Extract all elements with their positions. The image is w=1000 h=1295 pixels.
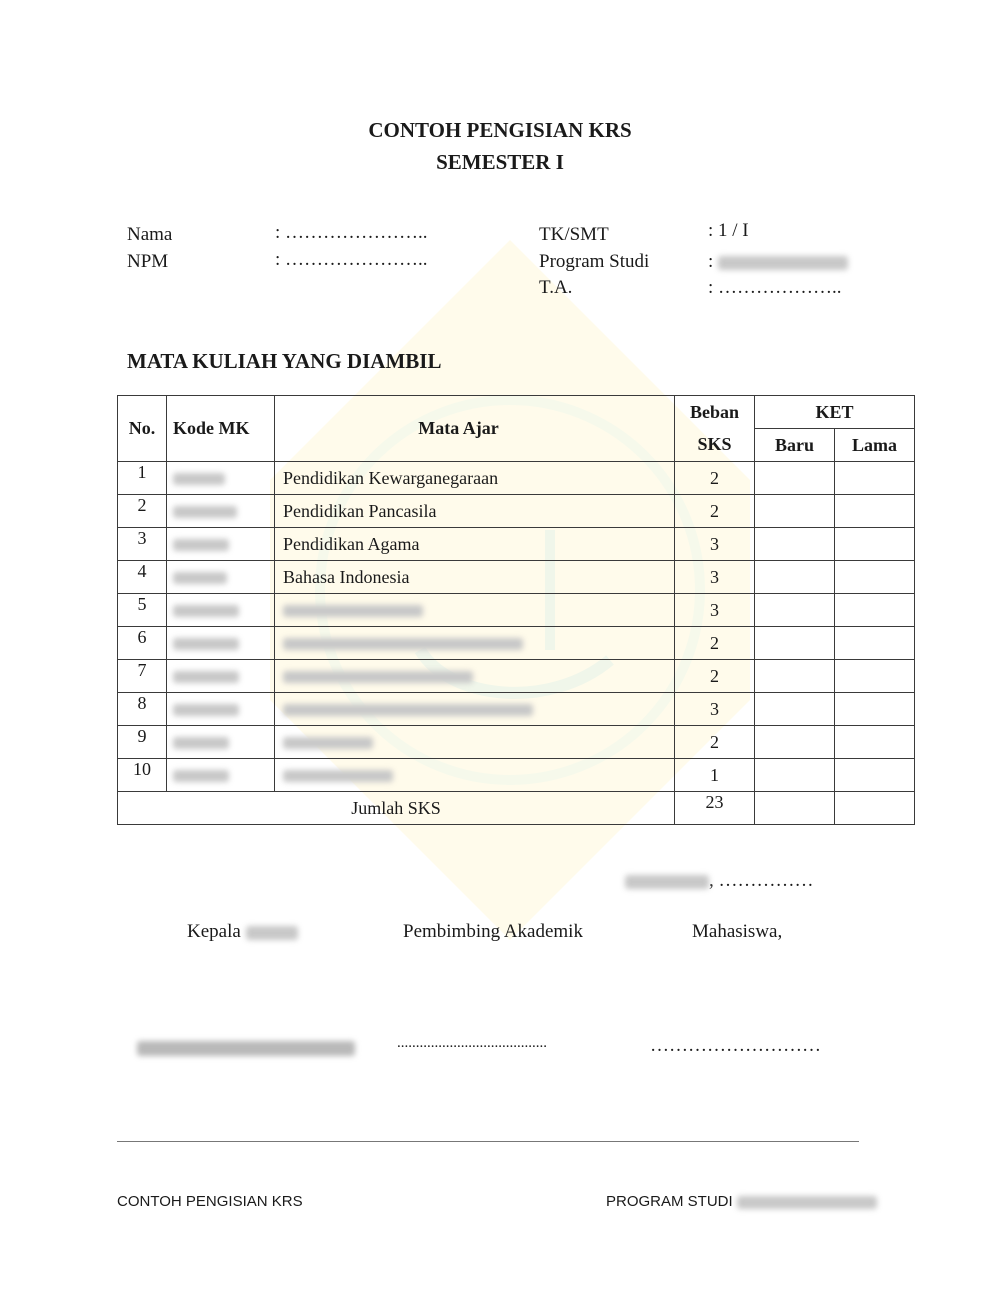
row-lama [835,495,915,528]
tksmt-label: TK/SMT [539,224,609,245]
npm-value: : ………………….. [275,249,428,270]
kepala-signature-name [137,1039,355,1057]
redacted-mata-ajar [283,770,393,782]
row-no: 9 [118,726,167,759]
row-lama [835,726,915,759]
table-row [118,693,915,726]
row-baru [755,462,835,495]
header-baru: Baru [755,429,835,462]
redacted-kode [173,704,239,716]
header-lama: Lama [835,429,915,462]
row-no: 8 [118,693,167,726]
row-no: 10 [118,759,167,792]
row-baru [755,726,835,759]
row-sks: 2 [675,627,755,660]
redacted-kode [173,572,227,584]
redacted-mata-ajar [283,704,533,716]
mahasiswa-label: Mahasiswa, [692,921,783,942]
krs-table [117,395,915,825]
row-sks: 2 [675,462,755,495]
tksmt-value: : 1 / I [708,220,749,241]
row-no: 5 [118,594,167,627]
row-no: 1 [118,462,167,495]
redacted-mata-ajar [283,671,473,683]
row-mata-ajar: Pendidikan Agama [275,528,675,561]
redacted-mata-ajar [283,737,373,749]
redacted-kode [173,605,239,617]
footer-rule [117,1141,859,1142]
redacted-kode [173,737,229,749]
row-no: 3 [118,528,167,561]
row-baru [755,495,835,528]
header-no: No. [118,396,167,462]
redacted-kode [173,671,239,683]
header-beban: Beban [675,396,755,429]
row-kode [167,627,275,660]
row-baru [755,627,835,660]
total-label: Jumlah SKS [118,792,675,825]
total-value: 23 [675,792,755,825]
row-mata-ajar [275,726,675,759]
npm-label: NPM [127,251,169,272]
row-sks: 2 [675,726,755,759]
doc-title: CONTOH PENGISIAN KRS [368,118,632,142]
row-lama [835,660,915,693]
prodi-label: Program Studi [539,251,650,272]
redacted-place [625,875,709,889]
row-kode [167,726,275,759]
row-baru [755,759,835,792]
row-baru [755,693,835,726]
row-mata-ajar: Pendidikan Pancasila [275,495,675,528]
row-kode [167,693,275,726]
header-ket: KET [755,396,915,429]
total-baru [755,792,835,825]
header-sks: SKS [675,429,755,462]
row-lama [835,528,915,561]
row-no: 4 [118,561,167,594]
table-row [118,561,915,594]
redacted-footer-prodi [737,1196,877,1209]
place-date [625,870,814,892]
redacted-mata-ajar [283,605,423,617]
redacted-kode [173,473,225,485]
row-sks: 3 [675,693,755,726]
table-row [118,462,915,495]
pembimbing-label: Pembimbing Akademik [403,921,583,942]
section-title: MATA KULIAH YANG DIAMBIL [127,349,442,373]
row-sks: 2 [675,660,755,693]
row-sks: 3 [675,594,755,627]
footer-left: CONTOH PENGISIAN KRS [117,1193,303,1210]
ta-label: T.A. [539,277,573,298]
row-mata-ajar: Bahasa Indonesia [275,561,675,594]
row-kode [167,561,275,594]
row-lama [835,693,915,726]
row-kode [167,594,275,627]
pembimbing-signature-line: ........................................ [397,1035,547,1051]
redacted-kode [173,638,239,650]
row-no: 2 [118,495,167,528]
prodi-colon: : [708,251,714,272]
ta-value: : ……………….. [708,277,842,298]
row-sks: 3 [675,528,755,561]
footer-right-text: PROGRAM STUDI [606,1193,733,1210]
row-mata-ajar [275,693,675,726]
row-sks: 1 [675,759,755,792]
row-mata-ajar [275,594,675,627]
row-lama [835,594,915,627]
row-sks: 2 [675,495,755,528]
row-mata-ajar [275,660,675,693]
row-kode [167,528,275,561]
redacted-kode [173,506,237,518]
row-baru [755,561,835,594]
kepala-label [187,921,298,943]
row-lama [835,627,915,660]
footer-right [606,1193,877,1210]
kepala-text: Kepala [187,921,241,942]
table-row [118,528,915,561]
table-row [118,627,915,660]
row-kode [167,660,275,693]
row-baru [755,594,835,627]
row-mata-ajar [275,627,675,660]
date-placeholder: , …………… [709,870,814,891]
doc-subtitle: SEMESTER I [436,150,564,174]
row-baru [755,660,835,693]
header-mata-ajar: Mata Ajar [275,396,675,462]
row-lama [835,462,915,495]
table-row [118,594,915,627]
nama-value: : ………………….. [275,222,428,243]
table-row [118,726,915,759]
table-row [118,660,915,693]
redacted-unit [246,926,298,940]
row-kode [167,462,275,495]
row-sks: 3 [675,561,755,594]
row-mata-ajar: Pendidikan Kewarganegaraan [275,462,675,495]
redacted-prodi [718,256,848,270]
redacted-kepala-name [137,1041,355,1056]
mahasiswa-signature-line: ……………………… [650,1035,821,1056]
header-kode: Kode MK [167,396,275,462]
prodi-value [708,251,848,273]
row-mata-ajar [275,759,675,792]
table-row [118,759,915,792]
redacted-mata-ajar [283,638,523,650]
nama-label: Nama [127,224,173,245]
row-no: 7 [118,660,167,693]
table-row [118,495,915,528]
row-no: 6 [118,627,167,660]
row-lama [835,561,915,594]
total-lama [835,792,915,825]
row-kode [167,495,275,528]
redacted-kode [173,539,229,551]
row-baru [755,528,835,561]
redacted-kode [173,770,229,782]
row-lama [835,759,915,792]
row-kode [167,759,275,792]
